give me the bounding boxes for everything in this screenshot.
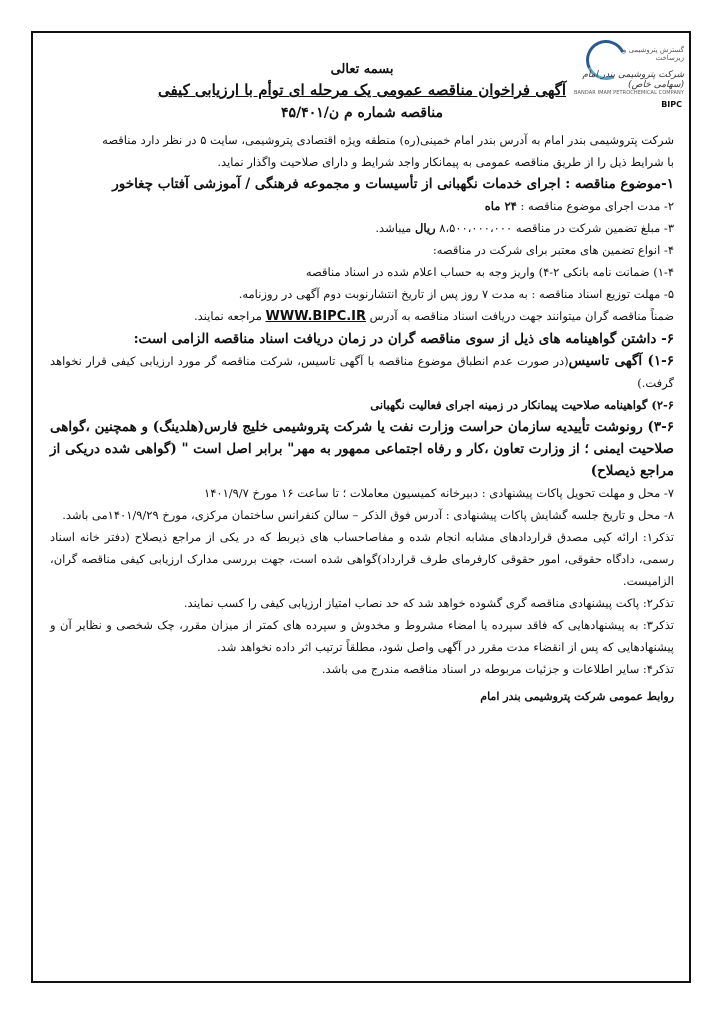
item-document-distribution: ۵- مهلت توزیع اسناد مناقصه : به مدت ۷ روز پس از تاریخ انتشارنوبت دوم آگهی در روزنامه.	[238, 287, 674, 301]
item-submission-deadline: ۷- محل و مهلت تحویل پاکات پیشنهادی : دبیرخانه کمیسیون معاملات ؛ تا ساعت ۱۶ مورخ ۱۴۰۱/۹/۷	[204, 486, 674, 500]
intro-paragraph	[50, 129, 674, 173]
website-link[interactable]: WWW.BIPC.IR	[265, 309, 367, 324]
item-certificate-3: ۳-۶) رونوشت تأییدیه سازمان حراست وزارت نفت یا شرکت پتروشیمی خلیج فارس(هلدینگ) و همچنین ،گواهی صلاحیت ایمنی ؛ از وزارت تعاون ،کار و رفاه اجتماعی ممهور به مهر" برابر اصل است " (گواهی شده دریکی از مراجع ذیصلاح)	[50, 419, 674, 479]
item-guarantee-amount: ۳- مبلغ تضمین شرکت در مناقصه ۸،۵۰۰،۰۰۰،۰۰۰ ریال میباشد.	[375, 221, 674, 235]
logo-parent-name: گسترش پتروشیمی و زیرساخت	[622, 46, 684, 62]
item-required-certificates: ۶- داشتن گواهینامه های ذیل از سوی مناقصه گران در زمان دریافت اسناد مناقصه الزامی است:	[133, 331, 674, 347]
item-certificate-2: ۲-۶) گواهینامه صلاحیت پیمانکار در زمینه اجرای فعالیت نگهبانی	[370, 398, 674, 412]
item-opening-session: ۸- محل و تاریخ جلسه گشایش پاکات پیشنهادی : آدرس فوق الذکر – سالن کنفرانس ساختمان مرکزی، مورخ ۱۴۰۱/۹/۲۹می باشد.	[62, 508, 674, 522]
duration-value: ۲۴ ماه	[484, 199, 517, 213]
note-3: تذکر۳: به پیشنهادهایی که فاقد سپرده یا امضاء مشروط و مخدوش و سپرده های کمتر از میزان مقرر، چک شخصی و نظایر آن و پیشنهادهایی که پس از انقضاء مدت مقرر در آگهی واصل شود، مطلقاً ترتیب اثر داده نخواهد شد.	[50, 618, 674, 654]
note-2: تذکر۲: پاکت پیشنهادی مناقصه گری گشوده خواهد شد که حد نصاب امتیاز ارزیابی کیفی را کسب نمایند.	[183, 596, 674, 610]
item-certificate-1: ۱-۶) آگهی تاسیس(در صورت عدم انطباق موضوع مناقصه با آگهی تاسیس، شرکت مناقصه گر مورد ارزیابی کیفی قرار نخواهد گرفت.)	[50, 353, 674, 390]
intro-line-1: شرکت پتروشیمی بندر امام به آدرس بندر امام خمینی(ره) منطقه ویژه اقتصادی پتروشیمی، سایت ۵ در نظر دارد مناقصه	[102, 133, 674, 147]
subject-value: اجرای خدمات نگهبانی از تأسیسات و مجموعه فرهنگی / آموزشی آفتاب چغاخور	[112, 176, 561, 192]
note-4: تذکر۴: سایر اطلاعات و جزئیات مربوطه در اسناد مناقصه مندرج می باشد.	[321, 662, 674, 676]
item-guarantee-types: ۴- انواع تضمین های معتبر برای شرکت در مناقصه:	[432, 243, 674, 257]
logo-company-name: شرکت پتروشیمی بندر امام (سهامی خاص)	[582, 70, 684, 90]
note-1: تذکر۱: ارائه کپی مصدق قراردادهای مشابه انجام شده و مفاصاحساب های ذیربط که در یکی از مراجع ذیصلاح (دفتر خانه اسناد رسمی، دادگاه حقوقی، امور حقوقی کارفرمای طرف قرارداد)گواهی شده است، جهت بررسی مدارک ارزیابی کیفی مناقصه گران، الزامیست.	[50, 530, 674, 588]
bismillah: بسمه تعالی	[330, 62, 394, 77]
website-note: ضمناً مناقصه گران میتوانند جهت دریافت اسناد مناقصه به آدرس WWW.BIPC.IR مراجعه نمایند.	[193, 309, 674, 324]
item-duration: ۲- مدت اجرای موضوع مناقصه : ۲۴ ماه	[484, 199, 674, 213]
intro-line-2: با شرایط ذیل را از طریق مناقصه عمومی به پیمانکار واجد شرایط و دارای صلاحیت واگذار نماید.	[217, 155, 674, 169]
item-subject: ۱-موضوع مناقصه : اجرای خدمات نگهبانی از تأسیسات و مجموعه فرهنگی / آموزشی آفتاب چغاخور	[112, 176, 674, 192]
logo-abbreviation: BIPC	[661, 100, 682, 109]
signature: روابط عمومی شرکت پتروشیمی بندر امام	[480, 690, 674, 703]
logo-english-name: BANDAR IMAM PETROCHEMICAL COMPANY	[573, 90, 684, 96]
notice-title: آگهی فراخوان مناقصه عمومی یک مرحله ای توأم با ارزیابی کیفی	[157, 81, 567, 99]
tender-notice	[50, 62, 674, 703]
item-guarantee-type-list: ۱-۴) ضمانت نامه بانکی ۲-۴) واریز وجه به حساب اعلام شده در اسناد مناقصه	[305, 265, 674, 279]
tender-number: مناقصه شماره م ن/۴۵/۴۰۱	[281, 105, 443, 121]
